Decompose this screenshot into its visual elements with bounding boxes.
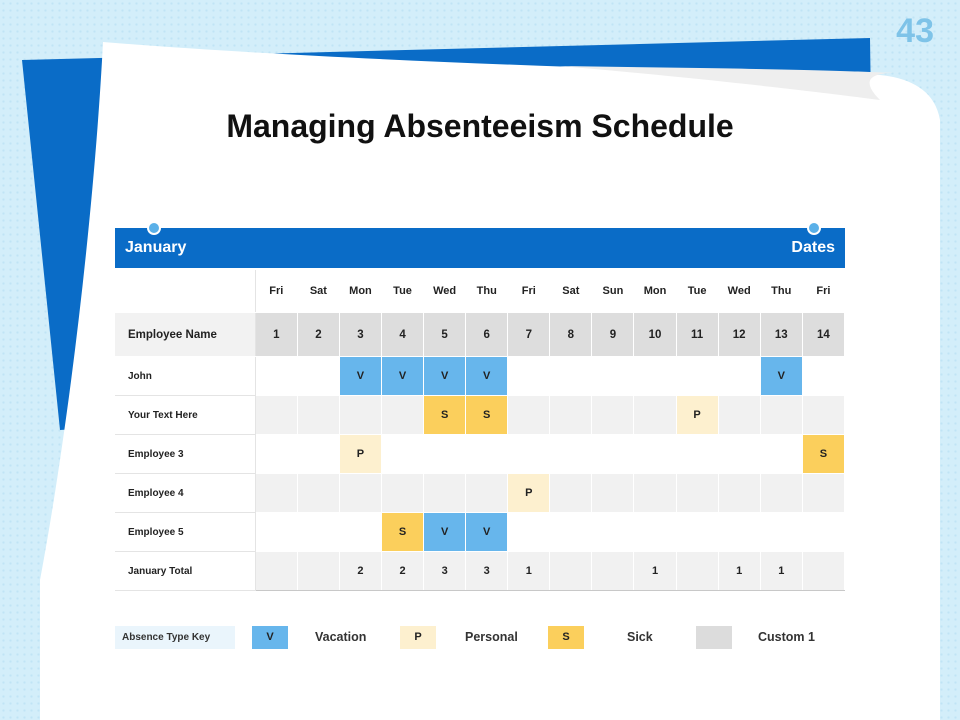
absence-cell: P <box>339 435 381 474</box>
weekday-cell: Fri <box>255 270 297 313</box>
total-cell: 1 <box>508 552 550 591</box>
date-number-cell: 1 <box>255 313 297 357</box>
month-header-bar <box>115 228 845 268</box>
absence-cell <box>255 396 297 435</box>
employee-name: John <box>115 357 255 396</box>
dates-label: Dates <box>791 239 835 256</box>
absence-cell <box>255 357 297 396</box>
absence-cell <box>634 357 676 396</box>
absence-cell <box>550 435 592 474</box>
absence-cell <box>550 357 592 396</box>
pin-icon <box>147 221 161 235</box>
pin-icon <box>807 221 821 235</box>
weekday-cell: Wed <box>424 270 466 313</box>
date-number-cell: 13 <box>760 313 802 357</box>
absence-cell <box>718 396 760 435</box>
weekday-cell: Wed <box>718 270 760 313</box>
absence-cell <box>592 474 634 513</box>
vacation-key-text: Vacation <box>315 630 367 644</box>
absence-cell <box>676 513 718 552</box>
absence-cell: P <box>508 474 550 513</box>
absence-type-key <box>115 626 845 650</box>
employee-name: Employee 4 <box>115 474 255 513</box>
weekday-cell: Sat <box>550 270 592 313</box>
date-number-cell: 9 <box>592 313 634 357</box>
employee-row <box>115 396 845 435</box>
absence-cell <box>634 513 676 552</box>
total-cell <box>255 552 297 591</box>
total-cell: 2 <box>339 552 381 591</box>
employee-name-header: Employee Name <box>115 313 255 357</box>
absence-cell <box>508 513 550 552</box>
absence-cell <box>718 435 760 474</box>
employee-row <box>115 513 845 552</box>
date-number-cell: 6 <box>466 313 508 357</box>
absence-cell <box>382 435 424 474</box>
date-number-cell: 12 <box>718 313 760 357</box>
weekday-cell: Sat <box>297 270 339 313</box>
key-label: Absence Type Key <box>115 626 235 649</box>
absence-cell <box>802 513 844 552</box>
absence-cell: S <box>802 435 844 474</box>
absence-cell: S <box>466 396 508 435</box>
absence-cell <box>382 474 424 513</box>
date-number-cell: 10 <box>634 313 676 357</box>
date-number-cell: 2 <box>297 313 339 357</box>
absence-cell: S <box>382 513 424 552</box>
absence-cell: V <box>424 357 466 396</box>
absence-cell <box>760 435 802 474</box>
absence-cell <box>592 357 634 396</box>
date-number-cell: 4 <box>382 313 424 357</box>
employee-row <box>115 435 845 474</box>
absence-cell <box>634 474 676 513</box>
absence-cell <box>718 513 760 552</box>
employee-name: Employee 3 <box>115 435 255 474</box>
absence-cell <box>802 357 844 396</box>
absence-cell <box>297 435 339 474</box>
date-number-cell: 7 <box>508 313 550 357</box>
custom-swatch <box>696 626 732 649</box>
absence-cell: V <box>339 357 381 396</box>
absence-cell <box>550 474 592 513</box>
absence-cell <box>760 513 802 552</box>
absence-cell <box>297 513 339 552</box>
date-number-cell: 5 <box>424 313 466 357</box>
employee-name: Your Text Here <box>115 396 255 435</box>
absence-cell <box>424 474 466 513</box>
page-title: Managing Absenteeism Schedule <box>226 108 734 144</box>
absence-cell <box>255 474 297 513</box>
absence-cell <box>676 474 718 513</box>
absence-cell <box>424 435 466 474</box>
absence-cell <box>297 357 339 396</box>
personal-key-text: Personal <box>465 630 518 644</box>
absence-cell <box>592 513 634 552</box>
custom-key-text: Custom 1 <box>758 630 815 644</box>
absence-cell <box>760 474 802 513</box>
absence-cell <box>550 513 592 552</box>
weekday-cell: Tue <box>382 270 424 313</box>
absence-cell <box>634 396 676 435</box>
absence-cell: V <box>424 513 466 552</box>
absence-cell <box>718 474 760 513</box>
employee-row <box>115 357 845 396</box>
employee-row <box>115 474 845 513</box>
date-number-cell: 3 <box>339 313 381 357</box>
total-cell <box>676 552 718 591</box>
schedule-table <box>115 270 845 591</box>
absence-cell <box>255 435 297 474</box>
total-cell: 3 <box>424 552 466 591</box>
absence-cell <box>802 474 844 513</box>
employee-name: Employee 5 <box>115 513 255 552</box>
total-cell: 1 <box>634 552 676 591</box>
total-cell: 1 <box>718 552 760 591</box>
date-number-cell: 14 <box>802 313 844 357</box>
total-cell: 3 <box>466 552 508 591</box>
weekday-cell: Fri <box>508 270 550 313</box>
vacation-swatch: V <box>252 626 288 649</box>
absence-cell: V <box>466 357 508 396</box>
weekday-cell: Mon <box>634 270 676 313</box>
total-label: January Total <box>115 552 255 591</box>
absence-cell <box>760 396 802 435</box>
sick-swatch: S <box>548 626 584 649</box>
absence-cell: V <box>382 357 424 396</box>
weekday-cell: Thu <box>466 270 508 313</box>
weekday-cell: Thu <box>760 270 802 313</box>
absence-cell <box>466 435 508 474</box>
absence-cell <box>255 513 297 552</box>
absence-cell <box>508 435 550 474</box>
total-cell <box>550 552 592 591</box>
page-number: 43 <box>896 12 934 50</box>
absence-cell: V <box>760 357 802 396</box>
absence-cell <box>550 396 592 435</box>
absence-cell <box>297 396 339 435</box>
absence-cell <box>634 435 676 474</box>
total-cell <box>592 552 634 591</box>
absence-cell <box>466 474 508 513</box>
total-cell: 2 <box>382 552 424 591</box>
date-number-row <box>115 313 845 357</box>
absence-cell <box>592 396 634 435</box>
absence-cell <box>339 513 381 552</box>
absence-cell <box>676 357 718 396</box>
date-number-cell: 11 <box>676 313 718 357</box>
personal-swatch: P <box>400 626 436 649</box>
absence-cell <box>339 396 381 435</box>
absence-cell <box>592 435 634 474</box>
total-cell <box>297 552 339 591</box>
weekday-cell: Sun <box>592 270 634 313</box>
weekday-cell: Mon <box>339 270 381 313</box>
absence-cell <box>802 396 844 435</box>
total-cell: 1 <box>760 552 802 591</box>
weekday-cell: Fri <box>802 270 844 313</box>
weekday-row <box>115 270 845 313</box>
absence-cell <box>382 396 424 435</box>
absence-cell <box>508 396 550 435</box>
absence-cell <box>339 474 381 513</box>
absence-cell <box>508 357 550 396</box>
total-row <box>115 552 845 591</box>
date-number-cell: 8 <box>550 313 592 357</box>
absence-cell: P <box>676 396 718 435</box>
corner-cell <box>115 270 255 313</box>
weekday-cell: Tue <box>676 270 718 313</box>
total-cell <box>802 552 844 591</box>
sick-key-text: Sick <box>627 630 653 644</box>
absence-cell <box>718 357 760 396</box>
absence-cell: S <box>424 396 466 435</box>
absence-cell <box>676 435 718 474</box>
month-label: January <box>125 239 187 256</box>
absence-cell: V <box>466 513 508 552</box>
absence-cell <box>297 474 339 513</box>
